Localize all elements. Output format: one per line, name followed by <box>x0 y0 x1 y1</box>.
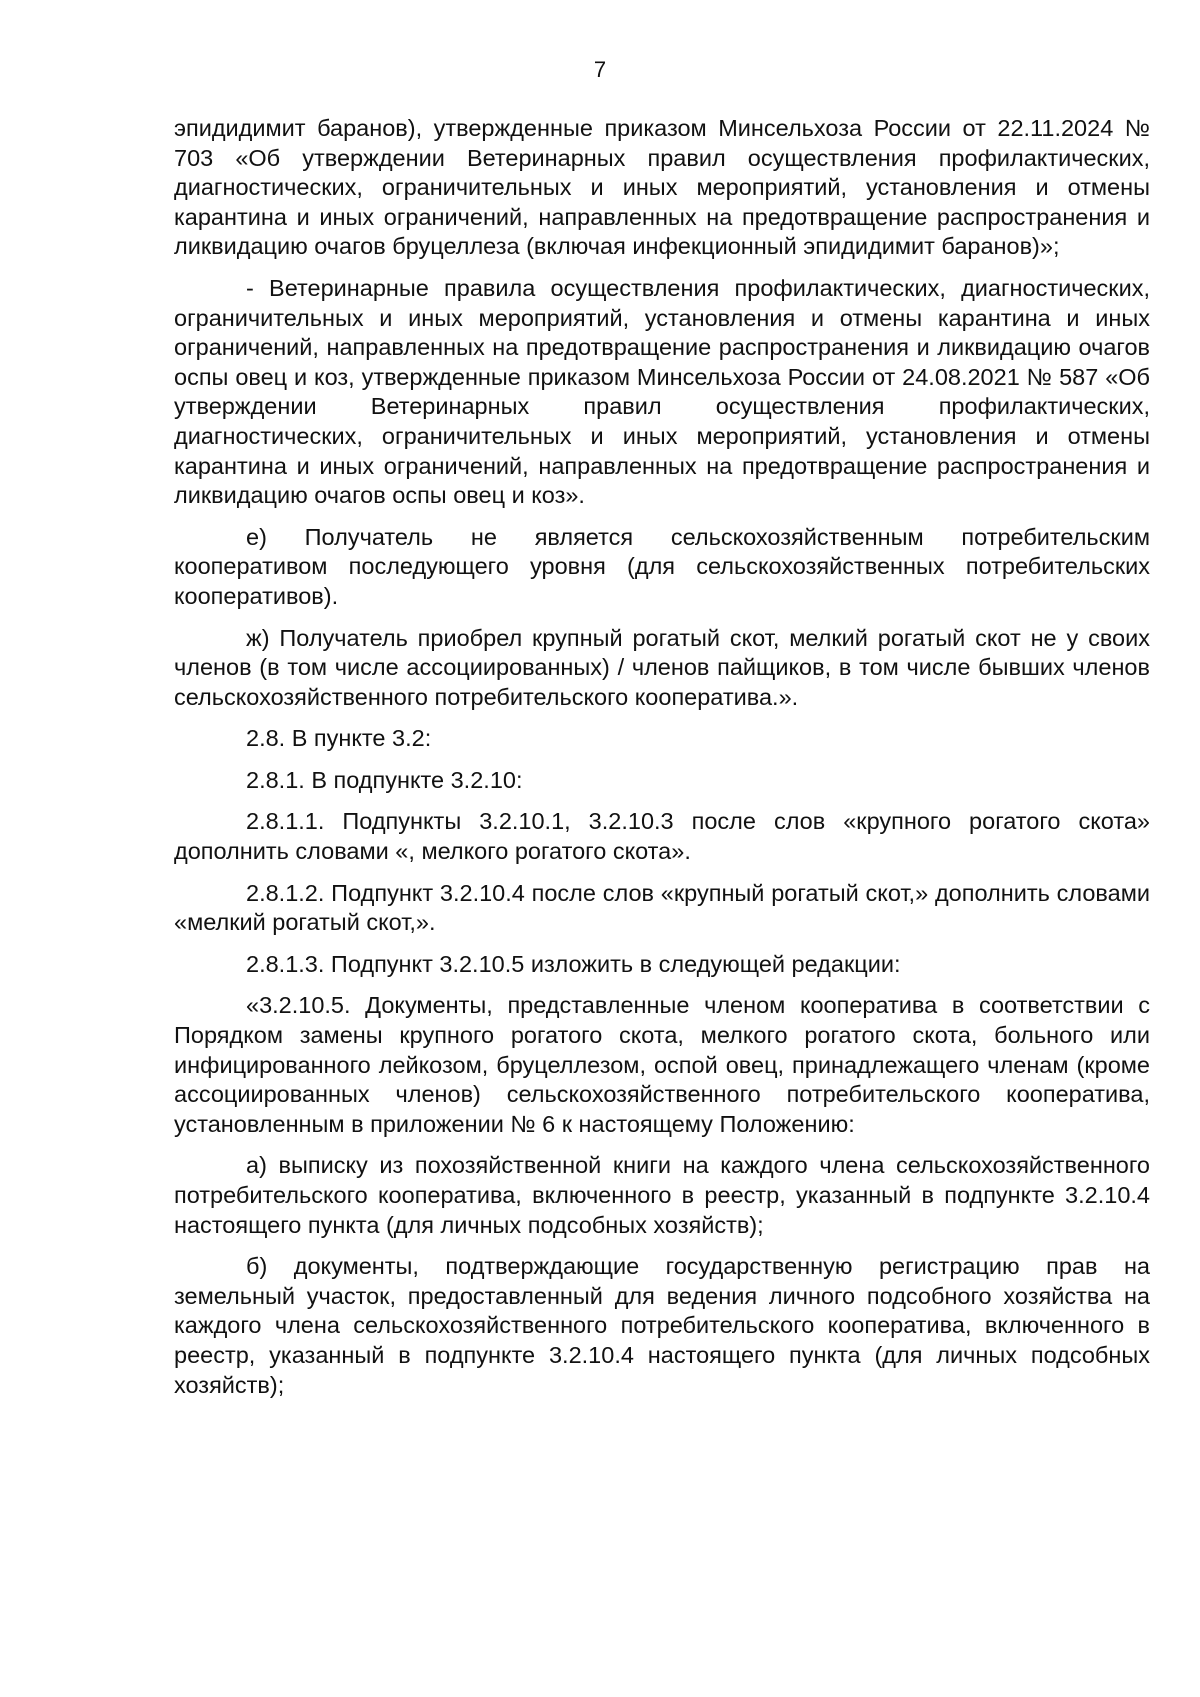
paragraph-3-2-10-5: «3.2.10.5. Документы, представленные членом кооператива в соответствии с Порядком замены крупного рогатого скота, мелкого рогатого скота, больного или инфицированного лейкозом, бруцеллезом, оспой овец, принадлежащего членам (кроме ассоциированных членов) сельскохозяйственного потребительского кооператива, установленным в приложении № 6 к настоящему Положению: <box>174 992 1150 1137</box>
paragraph-2-8-1-1: 2.8.1.1. Подпункты 3.2.10.1, 3.2.10.3 после слов «крупного рогатого скота» дополнить словами «, мелкого рогатого скота». <box>174 808 1150 865</box>
paragraph-2-8-1: 2.8.1. В подпункте 3.2.10: <box>246 766 523 793</box>
paragraph-2-8-1-2: 2.8.1.2. Подпункт 3.2.10.4 после слов «крупный рогатый скот,» дополнить словами «мелкий рогатый скот,». <box>174 879 1150 936</box>
paragraph-list-item: - Ветеринарные правила осуществления профилактических, диагностических, ограничительных и иных мероприятий, установления и отмены карантина и иных ограничений, направленных на предотвращение распространения и ликвидацию очагов оспы овец и коз, утвержденные приказом Минсельхоза России от 24.08.2021 № 587 «Об утверждении Ветеринарных правил осуществления профилактических, диагностических, ограничительных и иных мероприятий, установления и отмены карантина и иных ограничений, направленных на предотвращение распространения и ликвидацию очагов оспы овец и коз». <box>174 274 1150 509</box>
paragraph-item-e: е) Получатель не является сельскохозяйственным потребительским кооперативом последующего уровня (для сельскохозяйственных потребительских кооперативов). <box>174 523 1150 609</box>
paragraph-2-8-1-3: 2.8.1.3. Подпункт 3.2.10.5 изложить в следующей редакции: <box>246 950 901 977</box>
paragraph-item-b: б) документы, подтверждающие государственную регистрацию прав на земельный участок, предоставленный для ведения личного подсобного хозяйства на каждого члена сельскохозяйственного потребительского кооператива, включенного в реестр, указанный в подпункте 3.2.10.4 настоящего пункта (для личных подсобных хозяйств); <box>174 1253 1150 1398</box>
document-body <box>174 114 1150 1412</box>
paragraph-2-8: 2.8. В пункте 3.2: <box>246 725 432 752</box>
paragraph-item-a: а) выписку из похозяйственной книги на каждого члена сельскохозяйственного потребительского кооператива, включенного в реестр, указанный в подпункте 3.2.10.4 настоящего пункта (для личных подсобных хозяйств); <box>174 1152 1150 1238</box>
paragraph-continuation: эпидидимит баранов), утвержденные приказом Минсельхоза России от 22.11.2024 № 703 «Об утверждении Ветеринарных правил осуществления профилактических, диагностических, ограничительных и иных мероприятий, установления и отмены карантина и иных ограничений, направленных на предотвращение распространения и ликвидацию очагов бруцеллеза (включая инфекционный эпидидимит баранов)»; <box>174 115 1150 260</box>
page-number: 7 <box>593 57 607 82</box>
paragraph-item-zh: ж) Получатель приобрел крупный рогатый скот, мелкий рогатый скот не у своих членов (в том числе ассоциированных) / членов пайщиков, в том числе бывших членов сельскохозяйственного потребительского кооператива.». <box>174 624 1150 710</box>
